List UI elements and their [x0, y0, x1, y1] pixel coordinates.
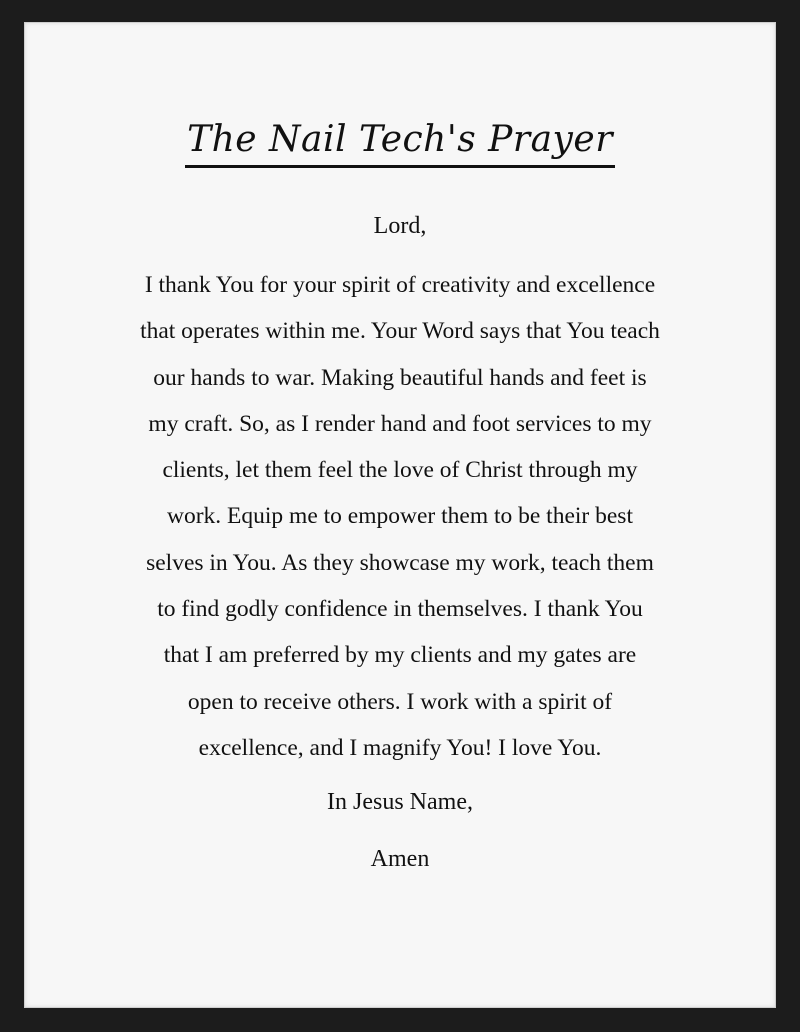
- body-line: that operates within me. Your Word says that You teach: [140, 318, 660, 345]
- body-line: selves in You. As they showcase my work, teach them: [146, 549, 654, 576]
- greeting-line: Lord,: [373, 213, 427, 239]
- title-container: [24, 118, 776, 168]
- body-line: work. Equip me to empower them to be their best: [167, 503, 633, 530]
- body-line: our hands to war. Making beautiful hands and feet is: [153, 364, 647, 391]
- body-line: I thank You for your spirit of creativity and excellence: [144, 272, 656, 298]
- body-line: clients, let them feel the love of Christ through my: [162, 457, 638, 484]
- body-line: excellence, and I magnify You! I love You.: [198, 734, 602, 761]
- body-line: that I am preferred by my clients and my gates are: [163, 642, 637, 669]
- body-line: open to receive others. I work with a spirit of: [187, 688, 613, 715]
- body-line: my craft. So, as I render hand and foot services to my: [148, 410, 652, 437]
- body-line: to find godly confidence in themselves. I thank You: [157, 596, 643, 623]
- page-title: The Nail Tech's Prayer: [185, 118, 615, 168]
- signoff-line: Amen: [370, 846, 430, 872]
- paper-page: [24, 22, 776, 1008]
- closing-line: In Jesus Name,: [327, 789, 473, 815]
- prayer-body: [94, 262, 706, 771]
